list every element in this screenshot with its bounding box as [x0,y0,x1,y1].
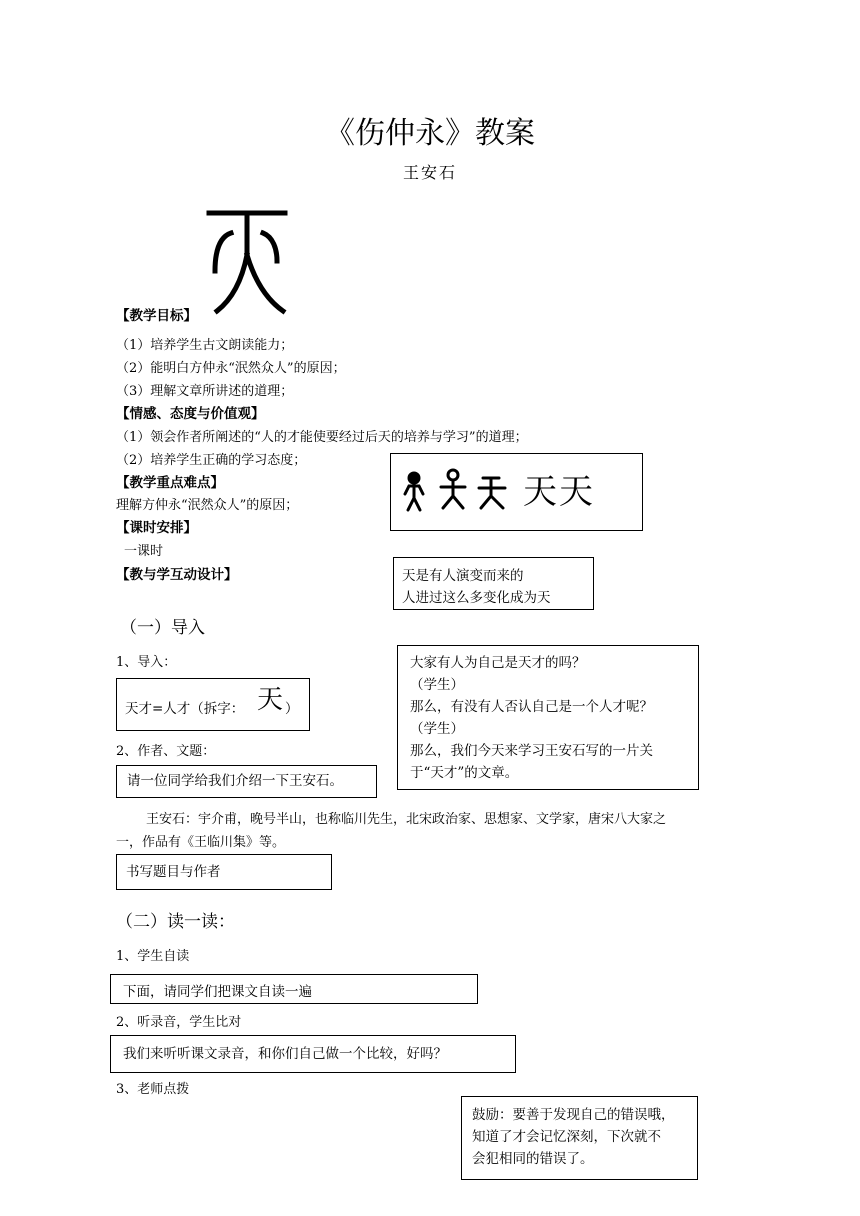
note-line: 天是有人演变而来的 [402,568,524,584]
design-heading: 【教与学互动设计】 [116,567,238,583]
encourage-box: 鼓励：要善于发现自己的错误哦， 知道了才会记忆深刻，下次就不 会犯相同的错误了。 [461,1096,698,1180]
time-text: 一课时 [124,544,164,559]
tian-char: 天 [257,685,284,715]
emotion-heading: 【情感、态度与价值观】 [116,406,265,422]
part2-heading: （二）读一读： [116,912,235,932]
part2-item-3: 3、老师点拨 [116,1082,190,1097]
author-bio-line: 一，作品有《王临川集》等。 [116,835,286,850]
page-title: 《伤仲永》教案 [325,116,535,151]
author-bio-line: 王安石：宇介甫，晚号半山，也称临川先生，北宋政治家、思想家、文学家，唐宋八大家之 [146,812,667,827]
ancient-tian-glyph [205,205,291,317]
note-line: 人进过这么多变化成为天 [402,590,551,606]
part1-heading: （一）导入 [120,618,205,638]
question-box: 大家有人为自己是天才的吗？ （学生） 那么，有没有人否认自己是一个人才呢？ （学生） 那么，我们今天来学习王安石写的一片关 于“天才”的文章。 [397,645,699,790]
character-evolution-box [390,453,643,531]
evolution-note-box [393,557,594,610]
goal-item: （1）培养学生古文朗读能力； [116,338,294,353]
self-read-box: 下面，请同学们把课文自读一遍 [110,974,478,1004]
key-heading: 【教学重点难点】 [116,475,224,491]
author-name: 王安石 [402,163,457,182]
write-title-box: 书写题目与作者 [116,854,332,890]
part2-item-1: 1、学生自读 [116,949,190,964]
goal-item: （3）理解文章所讲述的道理； [116,384,294,399]
part2-item-2: 2、听录音，学生比对 [116,1015,242,1030]
intro-request-box: 请一位同学给我们介绍一下王安石。 [116,765,377,798]
key-text: 理解方仲永“泯然众人”的原因； [116,498,299,513]
emotion-item: （2）培养学生正确的学习态度； [116,453,307,468]
goals-heading: 【教学目标】 [116,308,197,324]
modern-tian-chars: 天天 [523,472,595,512]
tiancai-box: 天才=人才（拆字： 天 ） [116,678,310,731]
part1-item-2: 2、作者、文题： [116,744,216,759]
emotion-item: （1）领会作者所阐述的“人的才能使要经过后天的培养与学习”的道理； [116,430,528,445]
part1-item-1: 1、导入： [116,655,177,670]
recording-box: 我们来听听课文录音，和你们自己做一个比较，好吗？ [110,1035,516,1073]
time-heading: 【课时安排】 [116,520,197,536]
pictograph-figures [401,468,521,516]
goal-item: （2）能明白方仲永“泯然众人”的原因； [116,361,346,376]
